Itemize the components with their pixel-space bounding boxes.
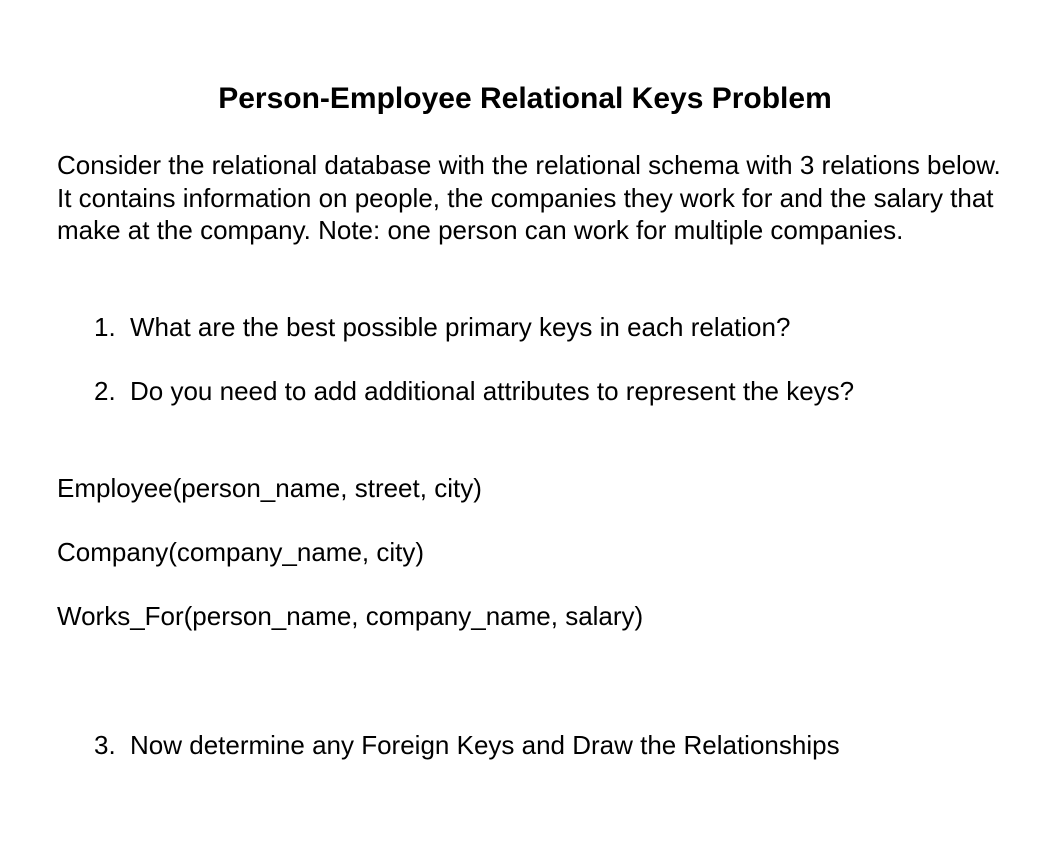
schema-company: Company(company_name, city) bbox=[57, 537, 425, 567]
question-1 bbox=[94, 311, 790, 343]
intro-paragraph: Consider the relational database with the relational schema with 3 relations below. It contains information on people, the companies they work for and the salary that make at the company. Note: one person can work for multiple companies. bbox=[57, 150, 1001, 245]
question-number: 1. bbox=[94, 312, 116, 342]
question-number: 2. bbox=[94, 376, 116, 406]
question-text: Now determine any Foreign Keys and Draw the Relationships bbox=[130, 730, 840, 760]
question-text: Do you need to add additional attributes to represent the keys? bbox=[130, 376, 855, 406]
question-2 bbox=[94, 375, 854, 407]
question-text: What are the best possible primary keys in each relation? bbox=[130, 312, 791, 342]
schema-employee: Employee(person_name, street, city) bbox=[57, 473, 482, 503]
question-number: 3. bbox=[94, 730, 116, 760]
schema-works-for: Works_For(person_name, company_name, salary) bbox=[57, 601, 644, 631]
question-3 bbox=[94, 729, 840, 761]
page-title: Person-Employee Relational Keys Problem bbox=[218, 82, 832, 115]
